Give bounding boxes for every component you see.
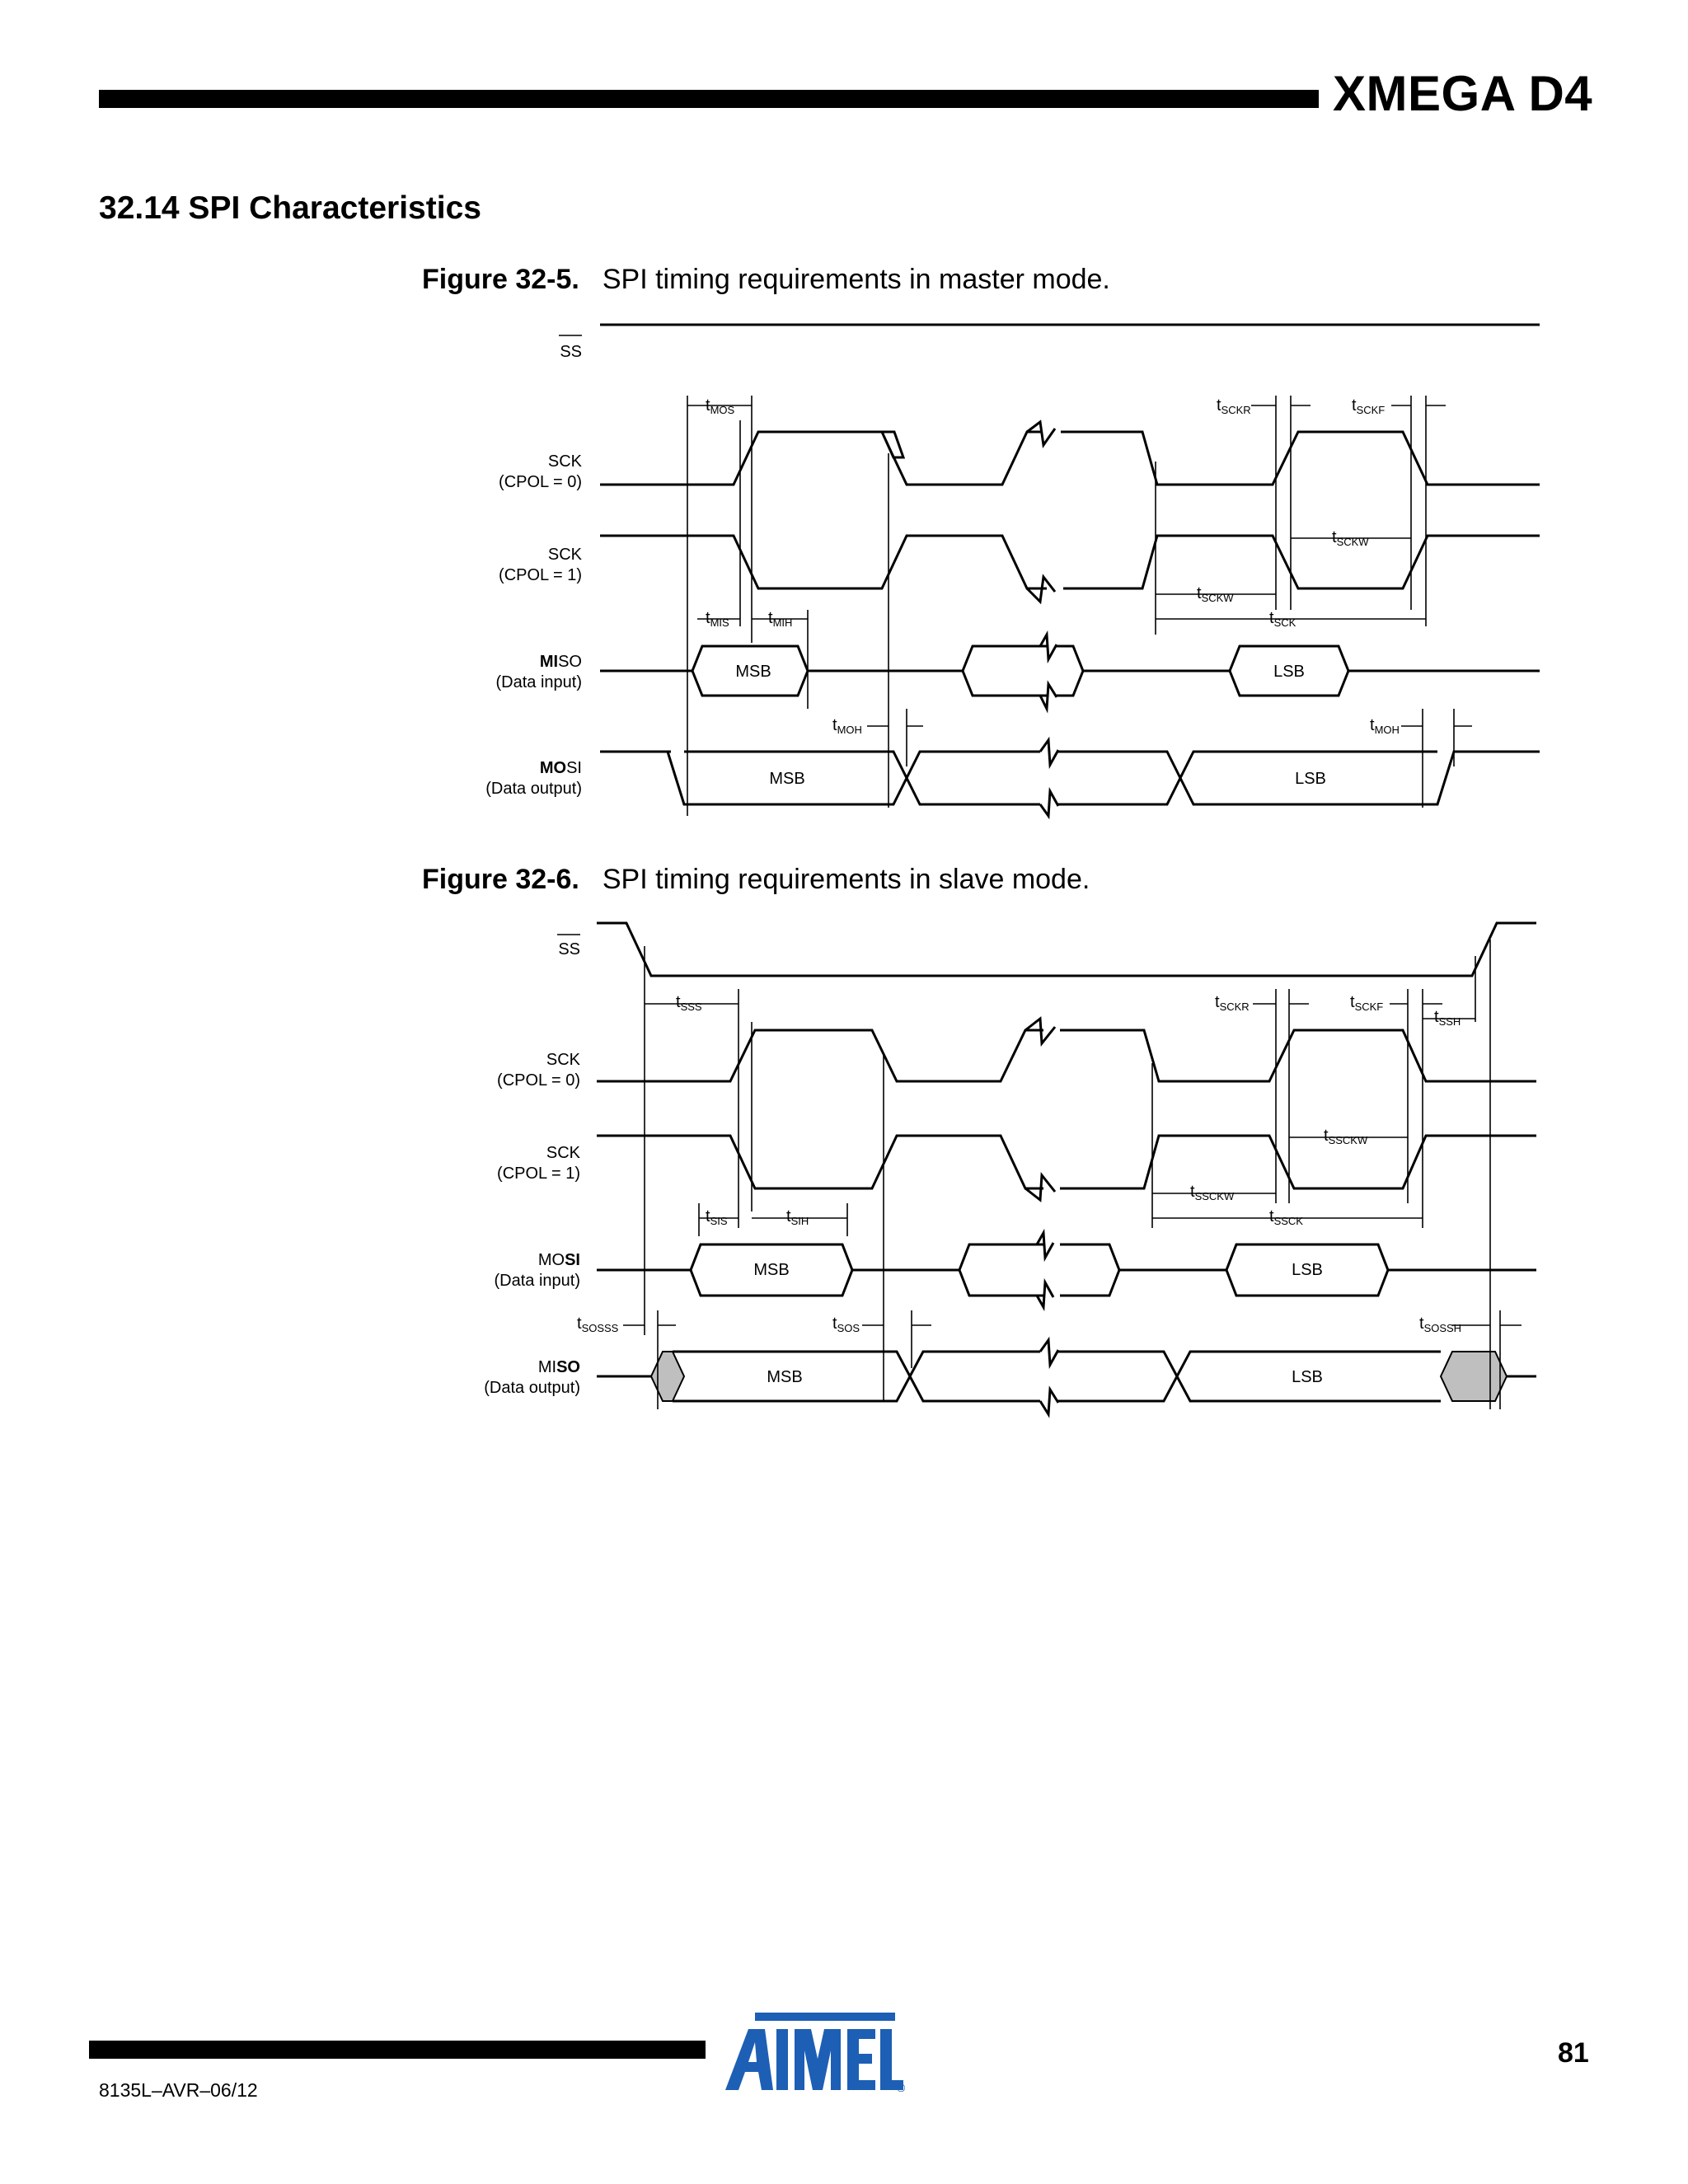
- master-miso-label: MISO: [539, 653, 582, 671]
- figure-6-number: Figure 32-6.: [422, 864, 579, 895]
- label-t-sossh: $t_{SOSSH}$: [1419, 1315, 1462, 1334]
- slave-miso-msb: MSB: [767, 1368, 803, 1386]
- label-t-sckr: $t_{SCKR}$: [1217, 396, 1251, 416]
- master-sck1-label: SCK: [547, 546, 582, 564]
- master-mosi-msb: MSB: [769, 770, 805, 788]
- slave-sck1-label: SCK: [546, 1144, 580, 1162]
- master-mosi-sub: (Data output): [485, 780, 582, 798]
- slave-miso-break: [1040, 1340, 1058, 1365]
- figure-6-text: SPI timing requirements in slave mode.: [602, 864, 1090, 895]
- slave-miso-label: MISO: [537, 1358, 580, 1376]
- label-t-ssh: $t_{SSH}$: [1434, 1008, 1461, 1028]
- master-ss-label: SS: [560, 343, 582, 361]
- atmel-logo-mark: [725, 2013, 903, 2090]
- label-t-sos: $t_{SOS}$: [832, 1315, 860, 1334]
- footer-doc-id: 8135L–AVR–06/12: [99, 2079, 258, 2101]
- slave-sck0-label: SCK: [546, 1051, 580, 1069]
- label-t-moh-2: $t_{MOH}$: [1370, 716, 1400, 736]
- slave-miso-hatch-right: [1441, 1352, 1507, 1401]
- slave-miso-hatch-left: [651, 1352, 684, 1401]
- master-sck1-sub: (CPOL = 1): [499, 566, 582, 584]
- slave-ss-waveform: [597, 923, 1536, 976]
- slave-sck1-waveform: [597, 1136, 1536, 1188]
- label-t-ssckw-2: $t_{SSCKW}$: [1190, 1183, 1235, 1202]
- master-sck0-label: SCK: [547, 452, 582, 471]
- figure-5-number: Figure 32-5.: [422, 264, 579, 295]
- header-title: XMEGA D4: [1333, 66, 1593, 121]
- label-t-sckr-s: $t_{SCKR}$: [1215, 993, 1250, 1013]
- slave-ss-label: SS: [558, 940, 580, 958]
- label-t-mos: $t_{MOS}$: [706, 396, 735, 416]
- label-t-sss: $t_{SSS}$: [676, 993, 702, 1013]
- slave-sck1-sub: (CPOL = 1): [497, 1165, 580, 1183]
- master-mosi-label: MOSI: [539, 759, 582, 777]
- label-t-sckw-1: $t_{SCKW}$: [1332, 528, 1369, 548]
- slave-mosi-waveform: [597, 1244, 1536, 1296]
- label-t-sckf-s: $t_{SCKF}$: [1350, 993, 1384, 1013]
- figure-5-text: SPI timing requirements in master mode.: [602, 264, 1110, 295]
- label-t-mih: $t_{MIH}$: [768, 609, 793, 629]
- registered-mark: ®: [897, 2081, 906, 2093]
- slave-mosi-label: MOSI: [537, 1251, 580, 1269]
- label-t-mis: $t_{MIS}$: [706, 609, 729, 629]
- label-t-sckf: $t_{SCKF}$: [1352, 396, 1386, 416]
- master-miso-lsb: LSB: [1273, 663, 1305, 681]
- slave-miso-lsb: LSB: [1292, 1368, 1323, 1386]
- label-t-moh-1: $t_{MOH}$: [832, 716, 862, 736]
- master-miso-msb: MSB: [735, 663, 771, 681]
- label-t-ssckw-1: $t_{SSCKW}$: [1324, 1127, 1368, 1146]
- label-t-sis: $t_{SIS}$: [706, 1207, 728, 1227]
- slave-mosi-sub: (Data input): [494, 1272, 580, 1290]
- atmel-logo: [725, 2011, 907, 2093]
- slave-sck0-sub: (CPOL = 0): [497, 1071, 580, 1090]
- section-title: 32.14 SPI Characteristics: [99, 190, 481, 226]
- slave-mosi-msb: MSB: [753, 1261, 790, 1279]
- master-miso-sub: (Data input): [495, 673, 582, 691]
- slave-signal-labels: [484, 935, 580, 1397]
- label-t-sck: $t_{SCK}$: [1269, 609, 1296, 629]
- footer-rule: [89, 2041, 706, 2059]
- slave-mosi-lsb: LSB: [1292, 1261, 1323, 1279]
- label-t-sckw-2: $t_{SCKW}$: [1197, 584, 1234, 604]
- label-t-sosss: $t_{SOSSS}$: [577, 1315, 619, 1334]
- master-mosi-lsb: LSB: [1295, 770, 1326, 788]
- slave-miso-sub: (Data output): [484, 1379, 580, 1397]
- page-number: 81: [1558, 2037, 1589, 2069]
- label-t-sih: $t_{SIH}$: [786, 1207, 809, 1227]
- master-sck0-sub: (CPOL = 0): [499, 473, 582, 491]
- slave-miso-waveform: [597, 1352, 1536, 1401]
- label-t-ssck: $t_{SSCK}$: [1269, 1207, 1303, 1227]
- slave-sck0-waveform: [597, 1030, 1536, 1081]
